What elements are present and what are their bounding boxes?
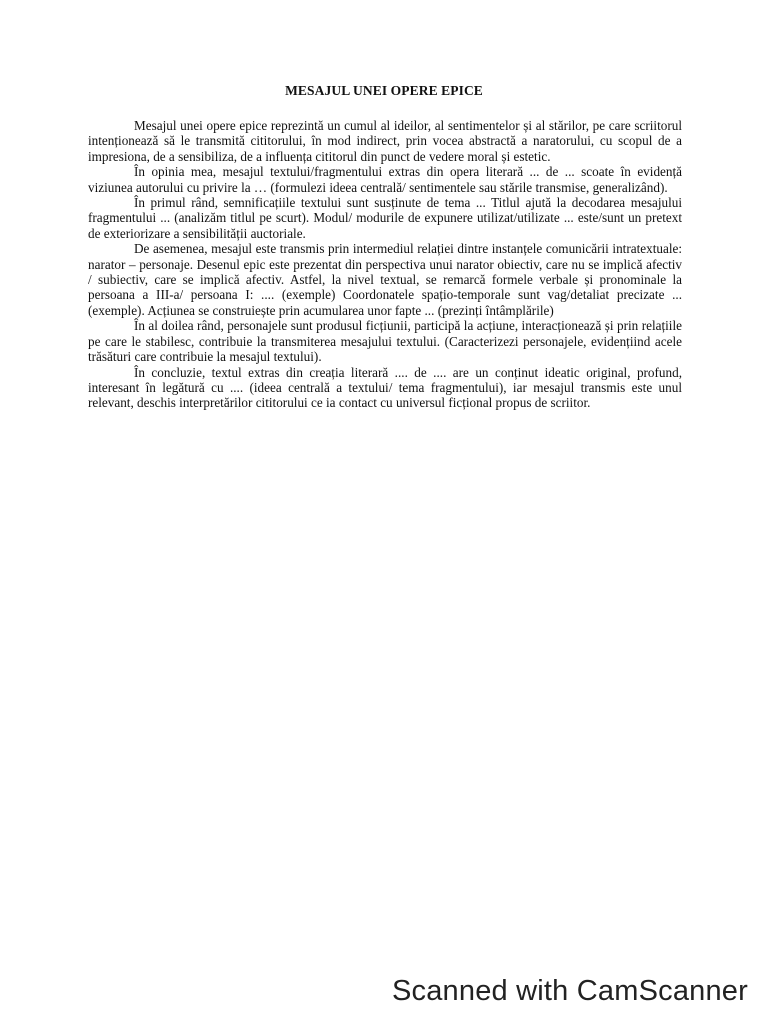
paragraph-narrator-relation: De asemenea, mesajul este transmis prin intermediul relației dintre instanțele comunicării intratextuale: narator – personaje. Desenul epic este prezentat din perspectiva unui narator obiectiv, care nu se implică afectiv / subiectiv, care se implică afectiv. Astfel, la nivel textual, se remarcă formele verbale și pronominale la persoana a III-a/ persoana I: .... (exemple) Coordonatele spațio-temporale sunt vag/detaliat precizate ... (exemple). Acțiunea se construiește prin acumularea unor fapte ... (prezinți întâmplările) (88, 241, 682, 318)
paragraph-first-argument: În primul rând, semnificațiile textului sunt susținute de tema ... Titlul ajută la decodarea mesajului fragmentului ... (analizăm titlul pe scurt). Modul/ modurile de expunere utilizat/utilizate ... este/sunt un pretext de exteriorizare a sensibilității auctoriale. (88, 195, 682, 241)
paragraph-definition: Mesajul unei opere epice reprezintă un cumul al ideilor, al sentimentelor și al stărilor, pe care scriitorul intenționează să le transmită cititorului, în mod indirect, prin vocea abstractă a naratorului, cu scopul de a impresiona, de a sensibiliza, de a influența cititorul din punct de vedere moral și estetic. (88, 118, 682, 164)
paragraph-conclusion: În concluzie, textul extras din creația literară .... de .... are un conținut ideatic original, profund, interesant în legătură cu .... (ideea centrală a textului/ tema fragmentului), iar mesajul transmis este unul relevant, deschis interpretărilor cititorului ce ia contact cu universul ficțional propus de scriitor. (88, 364, 682, 411)
paragraph-second-argument: În al doilea rând, personajele sunt produsul ficțiunii, participă la acțiune, interacționează și prin relațiile pe care le stabilesc, contribuie la transmiterea mesajului textului. (Caracterizezi personajele, evidențiind acele trăsături care contribuie la mesajul textului). (88, 318, 682, 365)
document-title: MESAJUL UNEI OPERE EPICE (285, 83, 483, 98)
document-body (88, 118, 682, 411)
paragraph-opinion: În opinia mea, mesajul textului/fragmentului extras din opera literară ... de ... scoate în evidență viziunea autorului cu privire la … (formulezi ideea centrală/ sentimentele sau stările transmise, generalizând). (88, 164, 682, 195)
camscanner-watermark: Scanned with CamScanner (391, 975, 748, 1007)
